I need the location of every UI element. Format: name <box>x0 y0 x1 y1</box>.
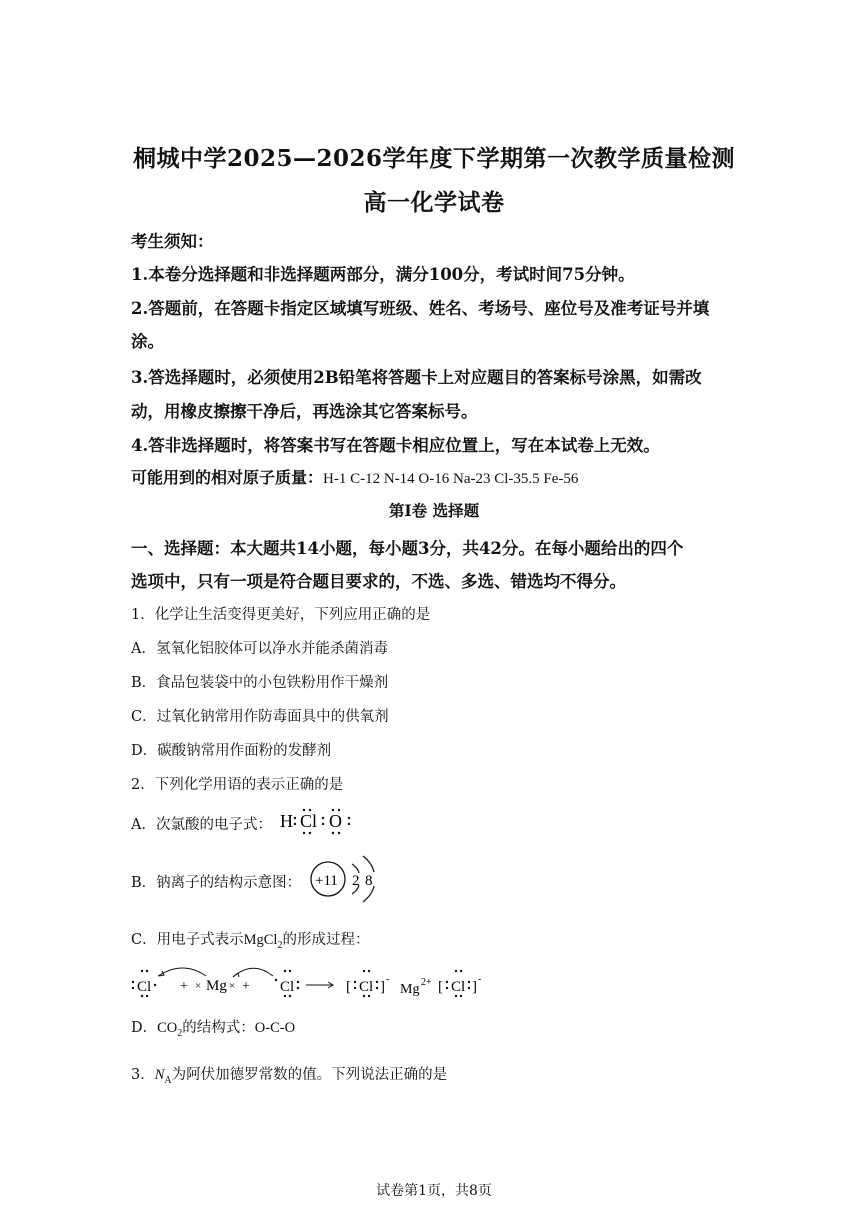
question-2-option-c-suffix: 的形成过程： <box>282 932 370 948</box>
question-2-option-d-struct: O-C-O <box>254 1020 296 1036</box>
svg-text:[: [ <box>346 979 351 995</box>
question-2-option-c <box>131 928 369 951</box>
question-2-option-c-prefix: C．用电子式表示 <box>131 932 244 948</box>
cl-left: Cl <box>137 979 152 995</box>
question-1-option-d: D．碳酸钠常用作面粉的发酵剂 <box>131 743 332 759</box>
notice-heading: 考生须知： <box>131 232 214 251</box>
cl-right: Cl <box>280 979 295 995</box>
exam-title: 桐城中学2025—2026学年度下学期第一次教学质量检测 <box>132 145 736 172</box>
page-footer: 试卷第1页，共8页 <box>376 1183 492 1199</box>
notice-item-2-cont: 涂。 <box>131 332 164 351</box>
question-1-stem: 1．化学让生活变得更美好，下列应用正确的是 <box>131 607 431 623</box>
cl-charge-2: - <box>478 974 482 985</box>
atomic-masses-label: 可能用到的相对原子质量： <box>131 468 324 487</box>
svg-text:×: × <box>195 980 202 992</box>
question-2-option-c-formula: MgCl <box>243 932 278 948</box>
question-2-option-d-formula: CO <box>157 1020 178 1036</box>
question-2-option-d-sub: 2 <box>177 1027 183 1039</box>
section-instructions-1: 一、选择题：本大题共14小题，每小题3分，共42分。在每小题给出的四个 <box>131 539 684 558</box>
hypochlorous-electron-formula <box>278 806 358 836</box>
atomic-masses-values: H-1 C-12 N-14 O-16 Na-23 Cl-35.5 Fe-56 <box>323 471 579 487</box>
svg-text:]: ] <box>472 979 477 995</box>
notice-item-4: 4.答非选择题时，将答案书写在答题卡相应位置上，写在本试卷上无效。 <box>131 436 660 455</box>
question-2-stem: 2．下列化学用语的表示正确的是 <box>131 777 344 793</box>
question-1-option-a: A．氢氧化铝胶体可以净水并能杀菌消毒 <box>131 641 388 657</box>
plus-1: + <box>180 979 188 994</box>
notice-item-3-cont: 动，用橡皮擦擦干净后，再选涂其它答案标号。 <box>131 402 478 421</box>
mg-ion: Mg <box>400 982 420 997</box>
question-2-option-a-label: A．次氯酸的电子式： <box>131 817 272 833</box>
shell-2-electrons: 8 <box>365 873 373 889</box>
notice-item-3: 3.答选择题时，必须使用2B铅笔将答题卡上对应题目的答案标号涂黑，如需改 <box>131 368 702 387</box>
cl-product-1: Cl <box>359 979 374 995</box>
question-2-option-d-suffix: 的结构式： <box>182 1020 255 1036</box>
question-2-option-c-sub: 2 <box>277 939 283 951</box>
question-3-na: N <box>154 1067 165 1083</box>
notice-item-2: 2.答题前，在答题卡指定区域填写班级、姓名、考场号、座位号及准考证号并填 <box>131 299 710 318</box>
question-2-option-d-prefix: D． <box>131 1020 158 1036</box>
question-2-option-d <box>131 1016 295 1039</box>
question-2-option-a <box>131 813 272 834</box>
formula-h: H <box>280 811 293 831</box>
formula-cl: Cl <box>300 811 318 831</box>
mgcl2-formation-process <box>128 958 498 1000</box>
svg-text:[: [ <box>438 979 443 995</box>
question-3-number: 3． <box>131 1067 155 1083</box>
atomic-masses-line <box>131 465 578 488</box>
notice-item-1: 1.本卷分选择题和非选择题两部分，满分100分，考试时间75分钟。 <box>131 265 635 284</box>
question-2-option-b-label: B．钠离子的结构示意图： <box>131 875 302 891</box>
section-instructions-2: 选项中，只有一项是符合题目要求的，不选、多选、错选均不得分。 <box>131 572 626 591</box>
mg-ion-charge: 2+ <box>421 977 432 988</box>
question-2-option-b <box>131 871 301 892</box>
cl-product-2: Cl <box>451 979 466 995</box>
svg-text:]: ] <box>380 979 385 995</box>
plus-2: + <box>242 979 250 994</box>
question-3-stem <box>131 1063 447 1086</box>
cl-charge-1: - <box>386 974 390 985</box>
nucleus-charge: +11 <box>315 873 338 889</box>
section-title: 第Ⅰ卷 选择题 <box>388 501 480 520</box>
sodium-ion-diagram <box>308 852 378 908</box>
question-3-na-sub: A <box>164 1074 172 1086</box>
mg-atom: Mg <box>206 978 227 994</box>
svg-text:×: × <box>229 980 236 992</box>
question-1-option-c: C．过氧化钠常用作防毒面具中的供氧剂 <box>131 709 389 725</box>
question-1-option-b: B．食品包装袋中的小包铁粉用作干燥剂 <box>131 675 389 691</box>
formula-o: O <box>329 811 342 831</box>
shell-1-electrons: 2 <box>352 873 360 889</box>
question-3-text: 为阿伏加德罗常数的值。下列说法正确的是 <box>171 1067 448 1083</box>
exam-subtitle: 高一化学试卷 <box>363 189 505 216</box>
